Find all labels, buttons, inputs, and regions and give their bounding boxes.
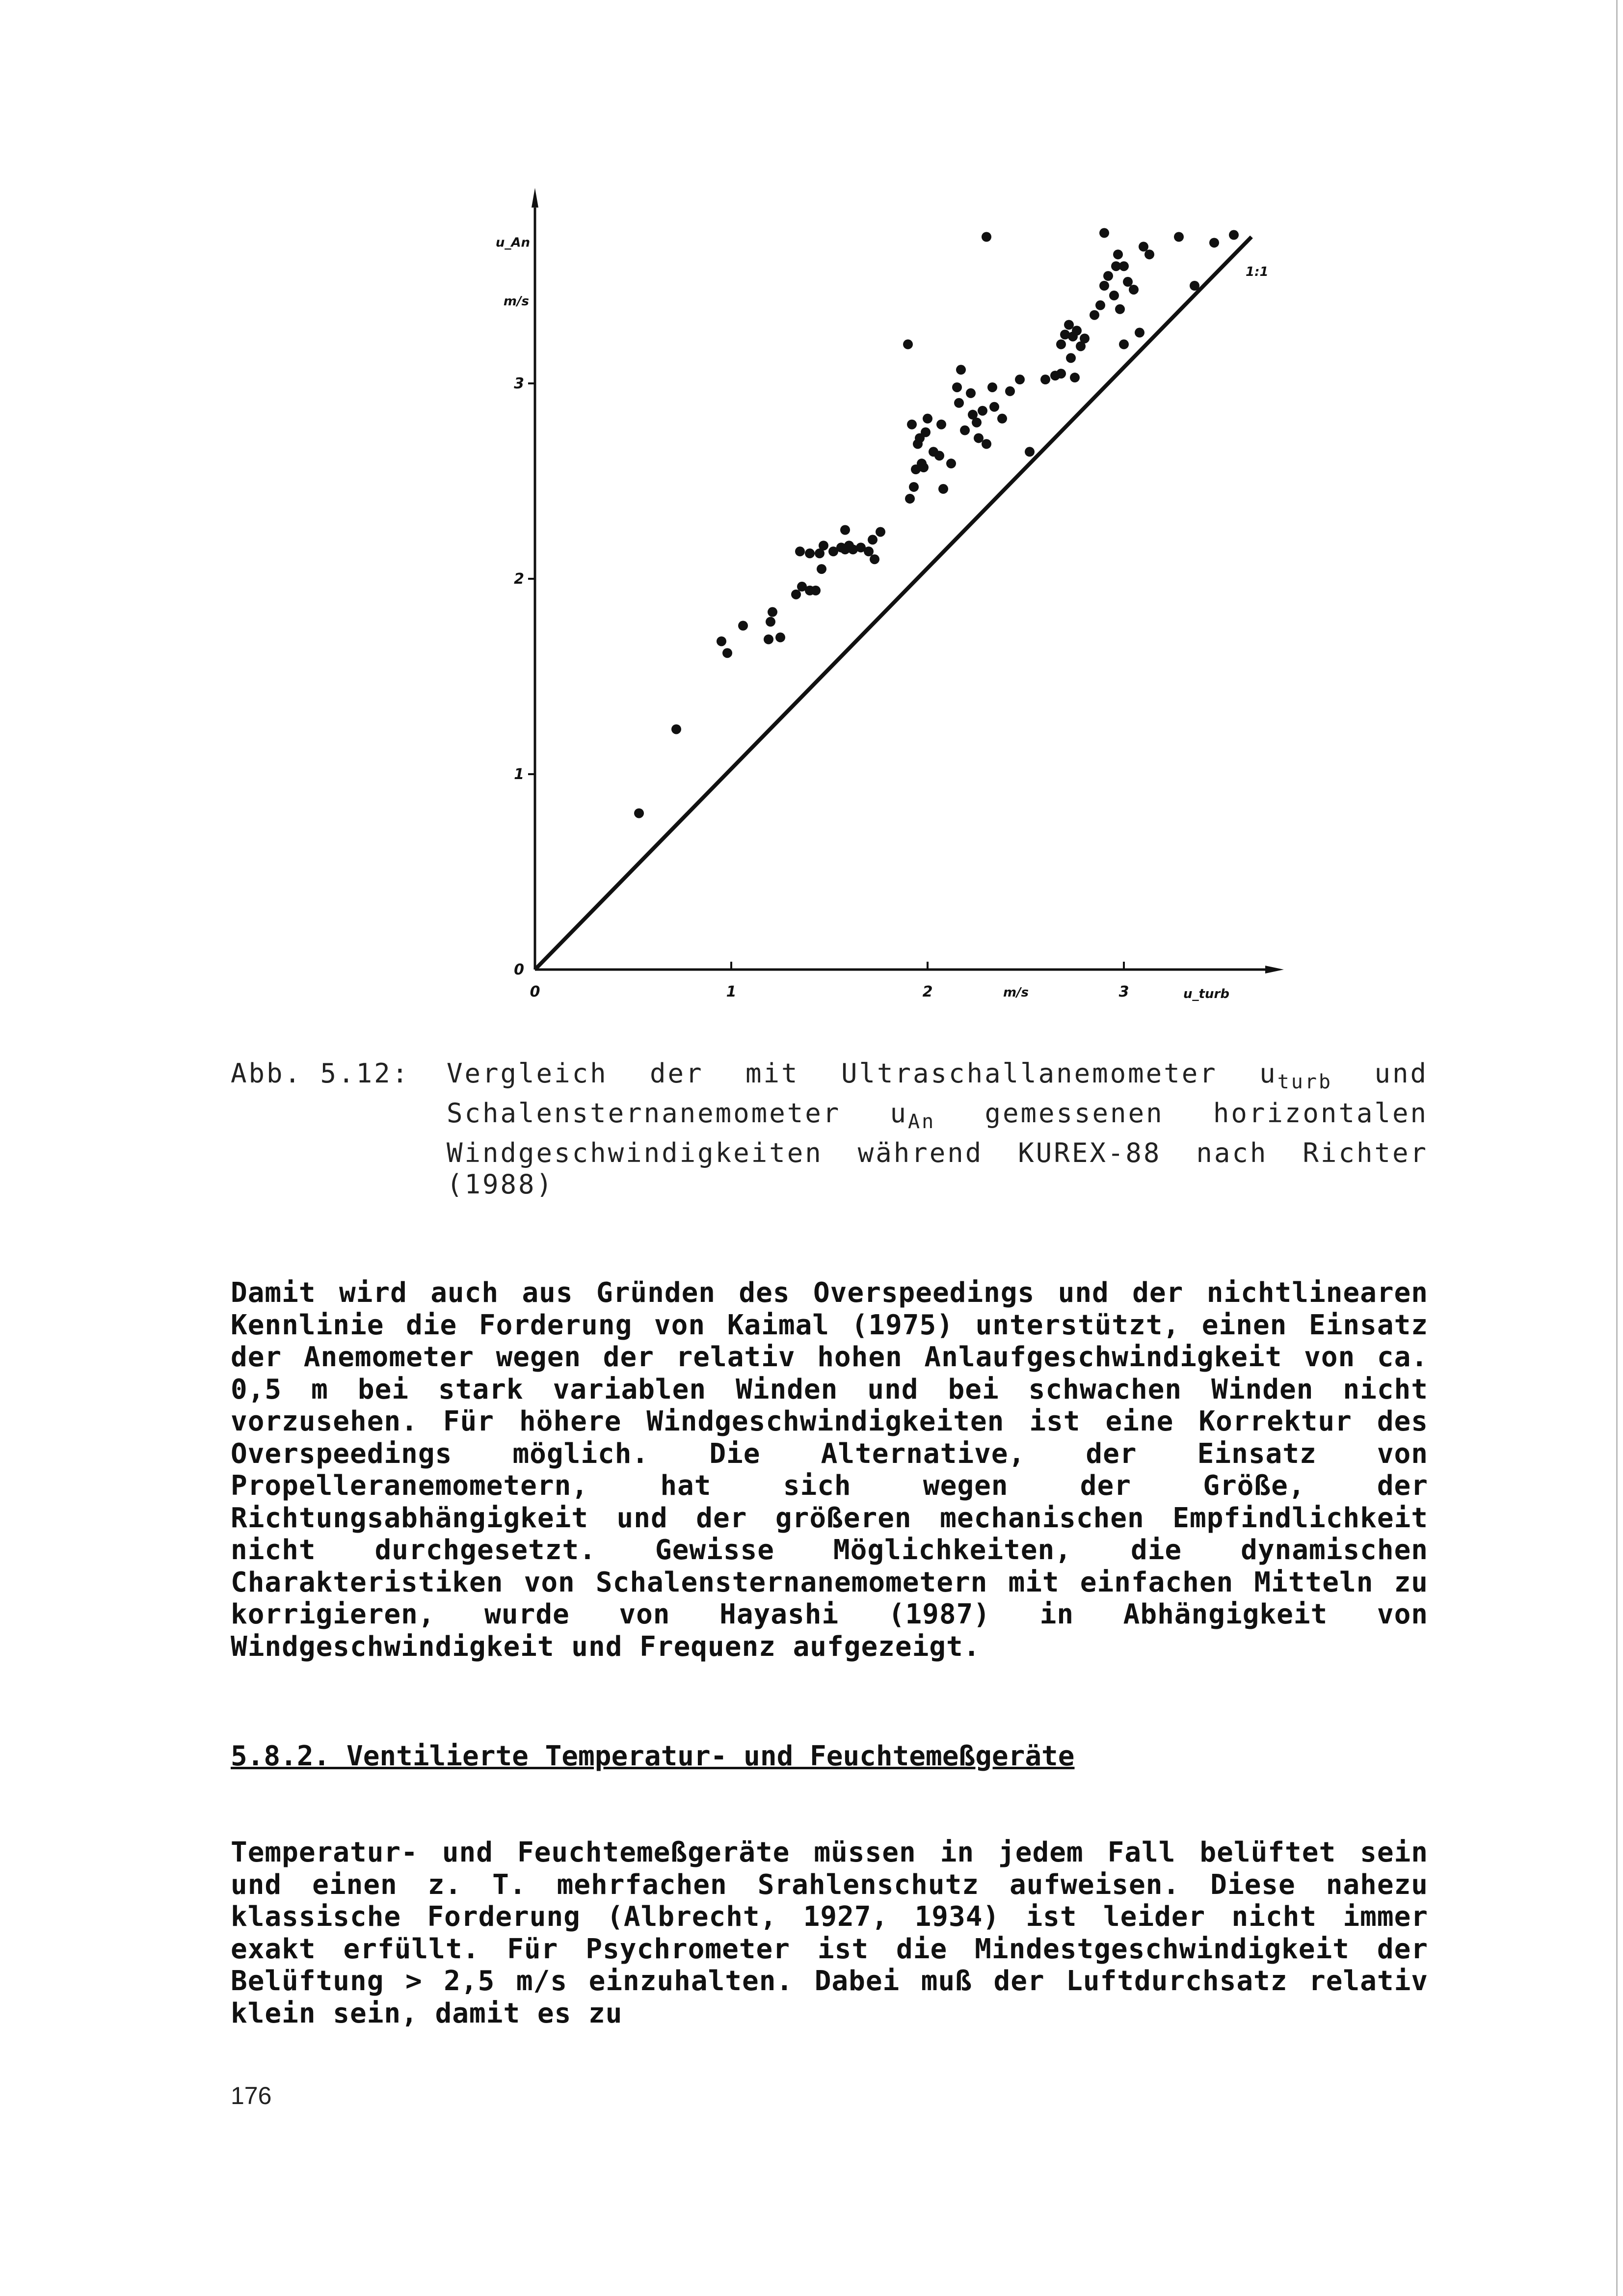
x-axis-label: u_turb xyxy=(1183,987,1229,1001)
data-point xyxy=(1229,230,1239,240)
identity-line-label: 1:1 xyxy=(1246,265,1269,280)
data-point xyxy=(766,617,775,627)
y-tick-label: 0 xyxy=(514,961,524,978)
chart-axes xyxy=(496,188,1284,1001)
y-unit-label: m/s xyxy=(503,294,529,309)
data-point xyxy=(1115,304,1125,314)
y-tick-label: 3 xyxy=(514,375,524,392)
x-tick-label: 1 xyxy=(726,983,737,1000)
data-point xyxy=(1103,271,1113,281)
data-point xyxy=(1066,353,1076,363)
data-point xyxy=(1135,328,1144,338)
data-point xyxy=(1064,320,1074,330)
data-point xyxy=(946,459,956,468)
data-point xyxy=(1209,238,1219,247)
data-point xyxy=(868,535,878,544)
data-point xyxy=(907,420,917,430)
data-point xyxy=(870,554,879,564)
data-point xyxy=(1139,242,1148,251)
data-point xyxy=(1119,339,1129,349)
data-point xyxy=(978,406,987,416)
data-point xyxy=(938,484,948,494)
data-point xyxy=(717,636,726,646)
data-point xyxy=(952,382,962,392)
data-points xyxy=(634,228,1239,818)
data-point xyxy=(1025,447,1035,457)
data-point xyxy=(972,418,982,428)
data-point xyxy=(819,540,828,550)
data-point xyxy=(791,590,801,599)
data-point xyxy=(768,607,777,617)
y-axis-arrow xyxy=(532,188,538,208)
data-point xyxy=(936,420,946,430)
data-point xyxy=(956,365,966,375)
data-point xyxy=(764,634,773,644)
data-point xyxy=(1174,232,1184,242)
data-point xyxy=(1099,281,1109,291)
data-point xyxy=(722,648,732,658)
x-tick-label: 0 xyxy=(530,983,540,1000)
data-point xyxy=(982,232,991,242)
caption-text xyxy=(447,1058,1428,1200)
y-tick-label: 2 xyxy=(514,570,524,588)
data-point xyxy=(987,382,997,392)
data-point xyxy=(805,548,815,558)
data-point xyxy=(775,632,785,642)
page-number: 176 xyxy=(231,2082,272,2109)
data-point xyxy=(1040,375,1050,384)
data-point xyxy=(960,426,970,435)
caption-label: Abb. 5.12: xyxy=(231,1058,410,1089)
data-point xyxy=(921,428,931,437)
data-point xyxy=(966,388,976,398)
data-point xyxy=(1113,249,1123,259)
x-unit-label: m/s xyxy=(1003,985,1029,1000)
data-point xyxy=(909,482,919,492)
data-point xyxy=(1144,249,1154,259)
x-tick-label: 2 xyxy=(922,983,933,1000)
data-point xyxy=(876,527,885,537)
data-point xyxy=(982,439,991,449)
reference-line-1to1 xyxy=(535,237,1269,970)
caption-part: Vergleich der mit Ultraschallanemometer u xyxy=(447,1058,1277,1089)
data-point xyxy=(1080,333,1090,343)
data-point xyxy=(1099,228,1109,238)
caption-subscript: turb xyxy=(1277,1070,1333,1093)
data-point xyxy=(817,564,826,574)
x-tick-label: 3 xyxy=(1118,983,1129,1000)
data-point xyxy=(1070,373,1080,382)
data-point xyxy=(811,586,821,595)
identity-line xyxy=(535,237,1251,970)
data-point xyxy=(1123,277,1133,287)
data-point xyxy=(905,494,915,504)
data-point xyxy=(1119,261,1129,271)
data-point xyxy=(1072,326,1082,336)
body-paragraph-2: Temperatur- und Feuchtemeßgeräte müssen in jedem Fall belüftet sein und einen z. T. mehrfachen Srahlenschutz aufweisen. Diese nahezu klassische Forderung (Albrecht, 1927, 1934) ist leider nicht immer exakt erfüllt. Für Psychrometer ist die Mindestgeschwindigkeit der Belüftung > 2,5 m/s einzuhalten. Dabei muß der Luftdurchsatz relativ klein sein, damit es zu xyxy=(231,1837,1428,2029)
data-point xyxy=(954,398,964,408)
data-point xyxy=(738,621,748,631)
caption-subscript: An xyxy=(908,1110,936,1133)
data-point xyxy=(634,809,644,818)
scatter-chart xyxy=(442,167,1301,1011)
caption-part: und Schalensternanemometer u xyxy=(447,1058,1428,1129)
data-point xyxy=(795,546,805,556)
body-paragraph-1: Damit wird auch aus Gründen des Overspeedings und der nichtlinearen Kennlinie die Forderung von Kaimal (1975) unterstützt, einen Einsatz der Anemometer wegen der relativ hohen Anlaufgeschwindigkeit von ca. 0,5 m bei stark variablen Winden und bei schwachen Winden nicht vorzusehen. Für höhere Windgeschwindigkeiten ist eine Korrektur des Overspeedings möglich. Die Alternative, der Einsatz von Propelleranemometern, hat sich wegen der Größe, der Richtungsabhängigkeit und der größeren mechanischen Empfindlichkeit nicht durchgesetzt. Gewisse Möglichkeiten, die dynamischen Charakteristiken von Schalensternanemometern mit einfachen Mitteln zu korrigieren, wurde von Hayashi (1987) in Abhängigkeit von Windgeschwindigkeit und Frequenz aufgezeigt. xyxy=(231,1277,1428,1663)
data-point xyxy=(1109,291,1119,300)
data-point xyxy=(974,433,984,443)
data-point xyxy=(1090,310,1099,320)
data-point xyxy=(1005,386,1015,396)
section-heading: 5.8.2. Ventilierte Temperatur- und Feuchtemeßgeräte xyxy=(231,1740,1075,1772)
caption-part: gemessenen horizontalen Windgeschwindigkeiten während KUREX-88 nach Richter (1988) xyxy=(447,1097,1428,1200)
data-point xyxy=(989,402,999,412)
data-point xyxy=(903,339,913,349)
data-point xyxy=(840,525,850,535)
data-point xyxy=(997,414,1007,424)
data-point xyxy=(864,546,874,556)
data-point xyxy=(1190,281,1199,291)
data-point xyxy=(919,462,929,472)
data-point xyxy=(1129,285,1139,295)
scan-edge-line xyxy=(1616,0,1618,2296)
data-point xyxy=(1015,375,1025,384)
x-axis-arrow xyxy=(1265,966,1284,973)
y-axis-label: u_An xyxy=(495,235,530,250)
data-point xyxy=(934,451,944,460)
data-point xyxy=(1095,300,1105,310)
data-point xyxy=(1056,339,1066,349)
y-tick-label: 1 xyxy=(514,766,524,783)
data-point xyxy=(1056,369,1066,378)
data-point xyxy=(923,414,932,424)
data-point xyxy=(671,724,681,734)
